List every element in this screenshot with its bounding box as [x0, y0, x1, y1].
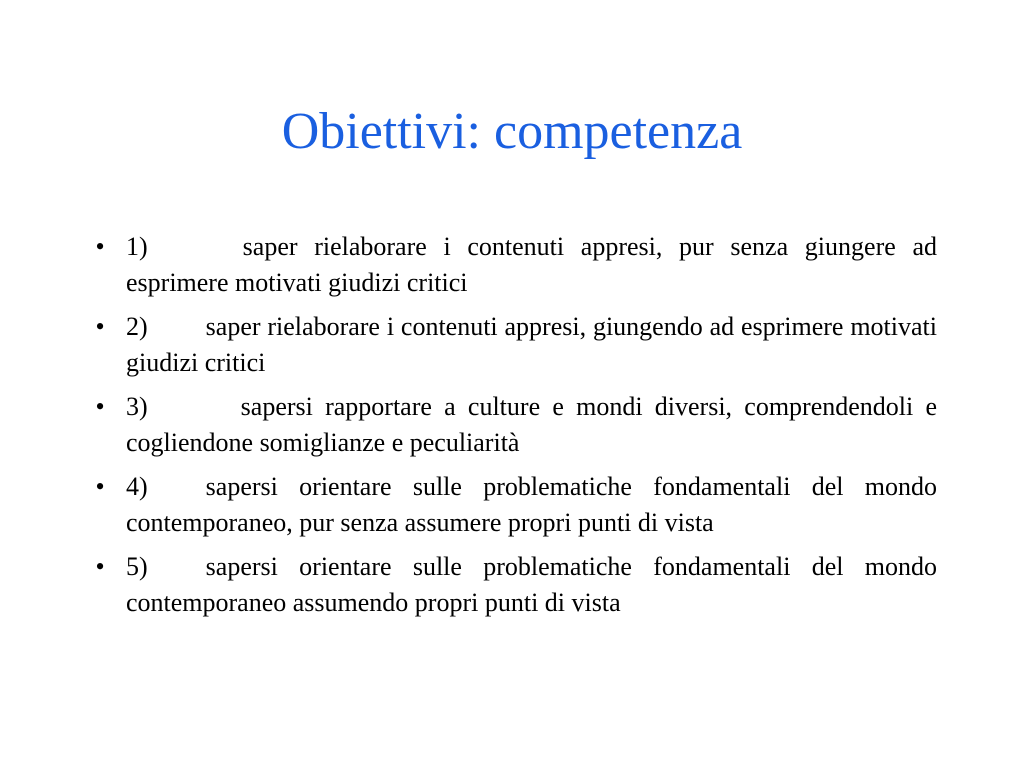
slide-title: Obiettivi: competenza: [281, 103, 743, 160]
bullet-icon: •: [95, 232, 105, 261]
item-text: saper rielaborare i contenuti appresi, pur senza giungere ad esprimere motivati giudizi critici: [126, 232, 937, 297]
bullet-icon: •: [95, 312, 105, 341]
item-number: 5): [126, 552, 148, 581]
item-number: 2): [126, 312, 148, 341]
item-text: sapersi orientare sulle problematiche fondamentali del mondo contemporaneo, pur senza assumere propri punti di vista: [126, 472, 937, 537]
list-item: [85, 549, 937, 621]
item-text: saper rielaborare i contenuti appresi, giungendo ad esprimere motivati giudizi critici: [126, 312, 937, 377]
list-item: [85, 229, 937, 301]
list-item: [85, 309, 937, 381]
item-number: 1): [126, 232, 148, 261]
list-item: [85, 389, 937, 461]
bullet-list: [85, 229, 937, 629]
list-item: [85, 469, 937, 541]
item-text: sapersi orientare sulle problematiche fondamentali del mondo contemporaneo assumendo propri punti di vista: [126, 552, 937, 617]
item-text: sapersi rapportare a culture e mondi diversi, comprendendoli e cogliendone somiglianze e peculiarità: [126, 392, 937, 457]
bullet-icon: •: [95, 472, 105, 501]
bullet-icon: •: [95, 552, 105, 581]
bullet-icon: •: [95, 392, 105, 421]
item-number: 4): [126, 472, 148, 501]
item-number: 3): [126, 392, 148, 421]
